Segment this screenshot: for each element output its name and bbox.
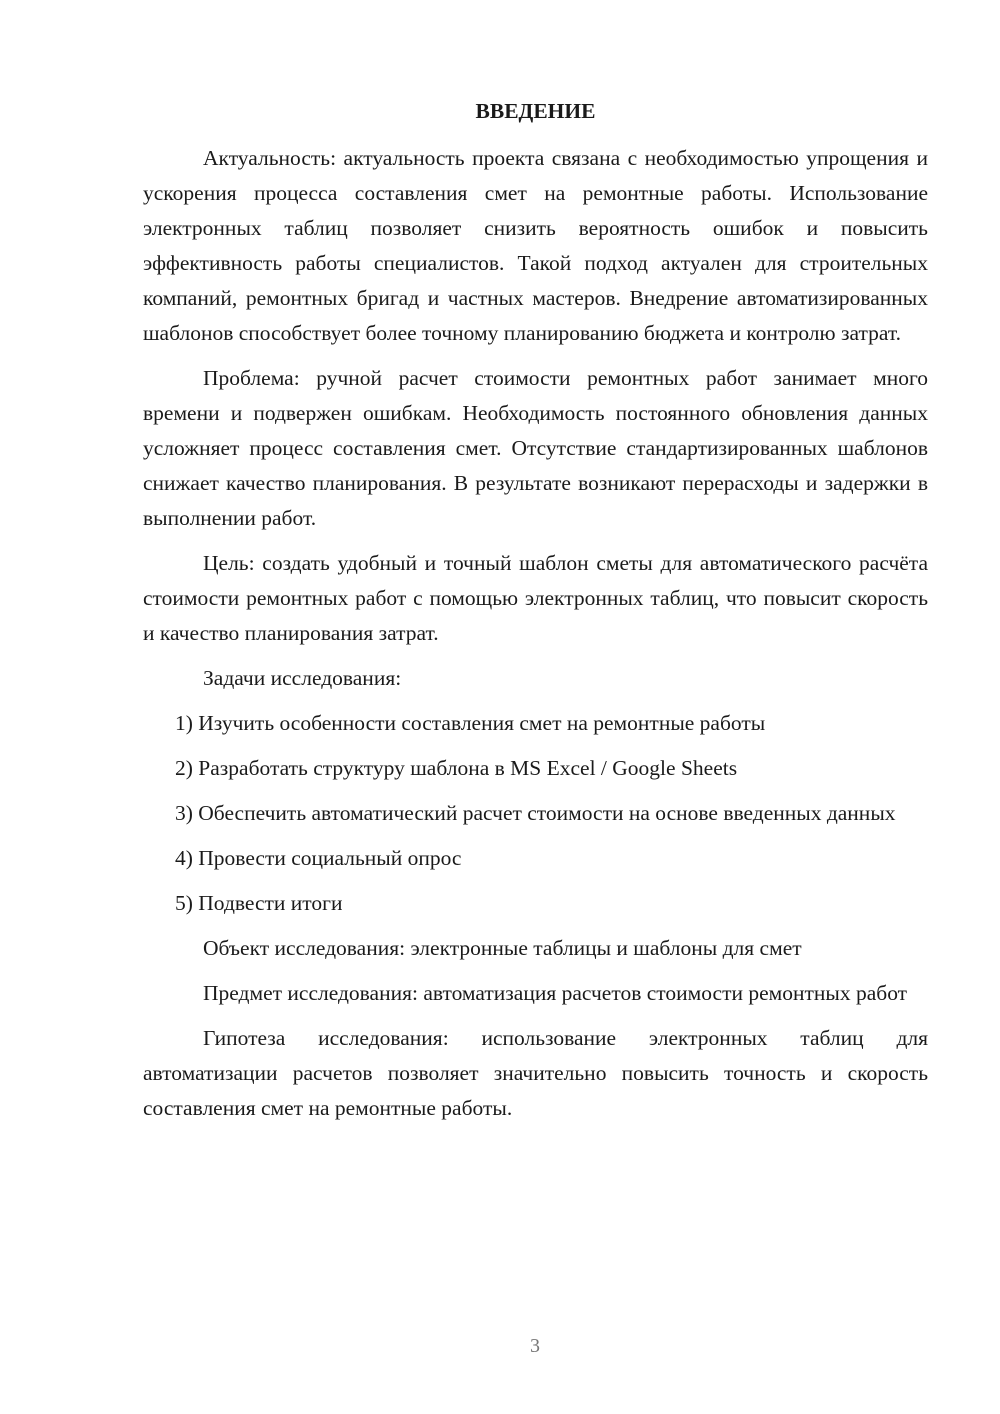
paragraph-problem: Проблема: ручной расчет стоимости ремонтных работ занимает много времени и подвержен ошибкам. Необходимость постоянного обновления данных усложняет процесс составления смет. Отсутствие стандартизированных шаблонов снижает качество планирования. В результате возникают перерасходы и задержки в выполнении работ. (143, 366, 928, 530)
paragraph-goal: Цель: создать удобный и точный шаблон сметы для автоматического расчёта стоимости ремонтных работ с помощью электронных таблиц, что повысит скорость и качество планирования затрат. (143, 551, 928, 645)
paragraph-relevance: Актуальность: актуальность проекта связана с необходимостью упрощения и ускорения процесса составления смет на ремонтные работы. Использование электронных таблиц позволяет снизить вероятность ошибок и повысить эффективность работы специалистов. Такой подход актуален для строительных компаний, ремонтных бригад и частных мастеров. Внедрение автоматизированных шаблонов способствует более точному планированию бюджета и контролю затрат. (143, 146, 928, 345)
paragraph-object: Объект исследования: электронные таблицы и шаблоны для смет (203, 936, 802, 960)
list-item: 3) Обеспечить автоматический расчет стоимости на основе введенных данных (175, 801, 896, 825)
tasks-heading: Задачи исследования: (203, 666, 402, 690)
page-number: 3 (530, 1335, 540, 1357)
paragraph-hypothesis: Гипотеза исследования: использование электронных таблиц для автоматизации расчетов позволяет значительно повысить точность и скорость составления смет на ремонтные работы. (143, 1026, 928, 1120)
paragraph-subject: Предмет исследования: автоматизация расчетов стоимости ремонтных работ (203, 981, 908, 1005)
list-item: 1) Изучить особенности составления смет на ремонтные работы (175, 711, 766, 735)
section-title: ВВЕДЕНИЕ (475, 99, 596, 123)
tasks-list (143, 706, 928, 921)
list-item: 4) Провести социальный опрос (175, 846, 462, 870)
list-item: 2) Разработать структуру шаблона в MS Excel / Google Sheets (175, 756, 738, 780)
document-page (143, 94, 928, 1136)
list-item: 5) Подвести итоги (175, 891, 343, 915)
